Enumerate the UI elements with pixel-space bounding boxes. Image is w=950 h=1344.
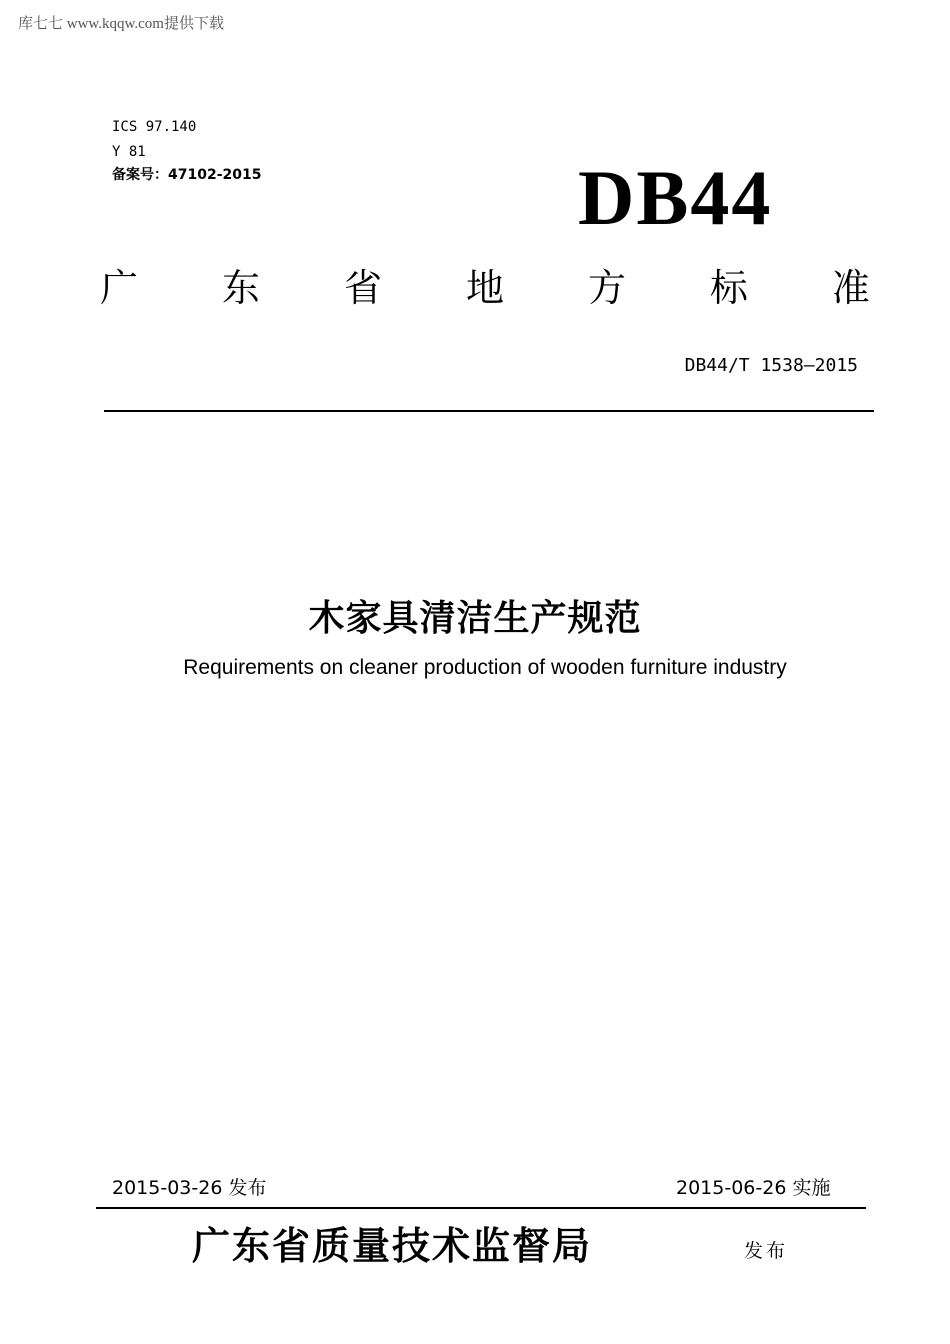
issue-date: 2015-03-26 发布 bbox=[112, 1177, 267, 1199]
category-char: 广 bbox=[100, 266, 139, 310]
ccs-code: Y 81 bbox=[112, 144, 146, 160]
document-title-chinese: 木家具清洁生产规范 bbox=[308, 598, 642, 639]
category-char: 地 bbox=[465, 266, 504, 310]
standard-category-title bbox=[100, 262, 870, 314]
category-char: 方 bbox=[587, 266, 626, 310]
db44-logo: DB44 bbox=[578, 154, 773, 241]
header-divider bbox=[104, 410, 874, 412]
category-char: 准 bbox=[831, 266, 870, 310]
watermark-text: 库七七 www.kqqw.com提供下载 bbox=[18, 16, 224, 32]
category-char: 省 bbox=[343, 266, 382, 310]
ics-code: ICS 97.140 bbox=[112, 119, 197, 135]
filing-number: 备案号：47102-2015 bbox=[112, 167, 262, 183]
document-title-english: Requirements on cleaner production of wooden furniture industry bbox=[183, 656, 787, 679]
implementation-date: 2015-06-26 实施 bbox=[676, 1177, 831, 1199]
issuing-authority: 广东省质量技术监督局 bbox=[192, 1223, 593, 1268]
footer-divider bbox=[96, 1207, 866, 1209]
category-char: 东 bbox=[221, 266, 260, 310]
category-char: 标 bbox=[709, 266, 748, 310]
standard-number: DB44/T 1538—2015 bbox=[684, 355, 858, 376]
issuing-authority-suffix: 发布 bbox=[744, 1240, 789, 1262]
